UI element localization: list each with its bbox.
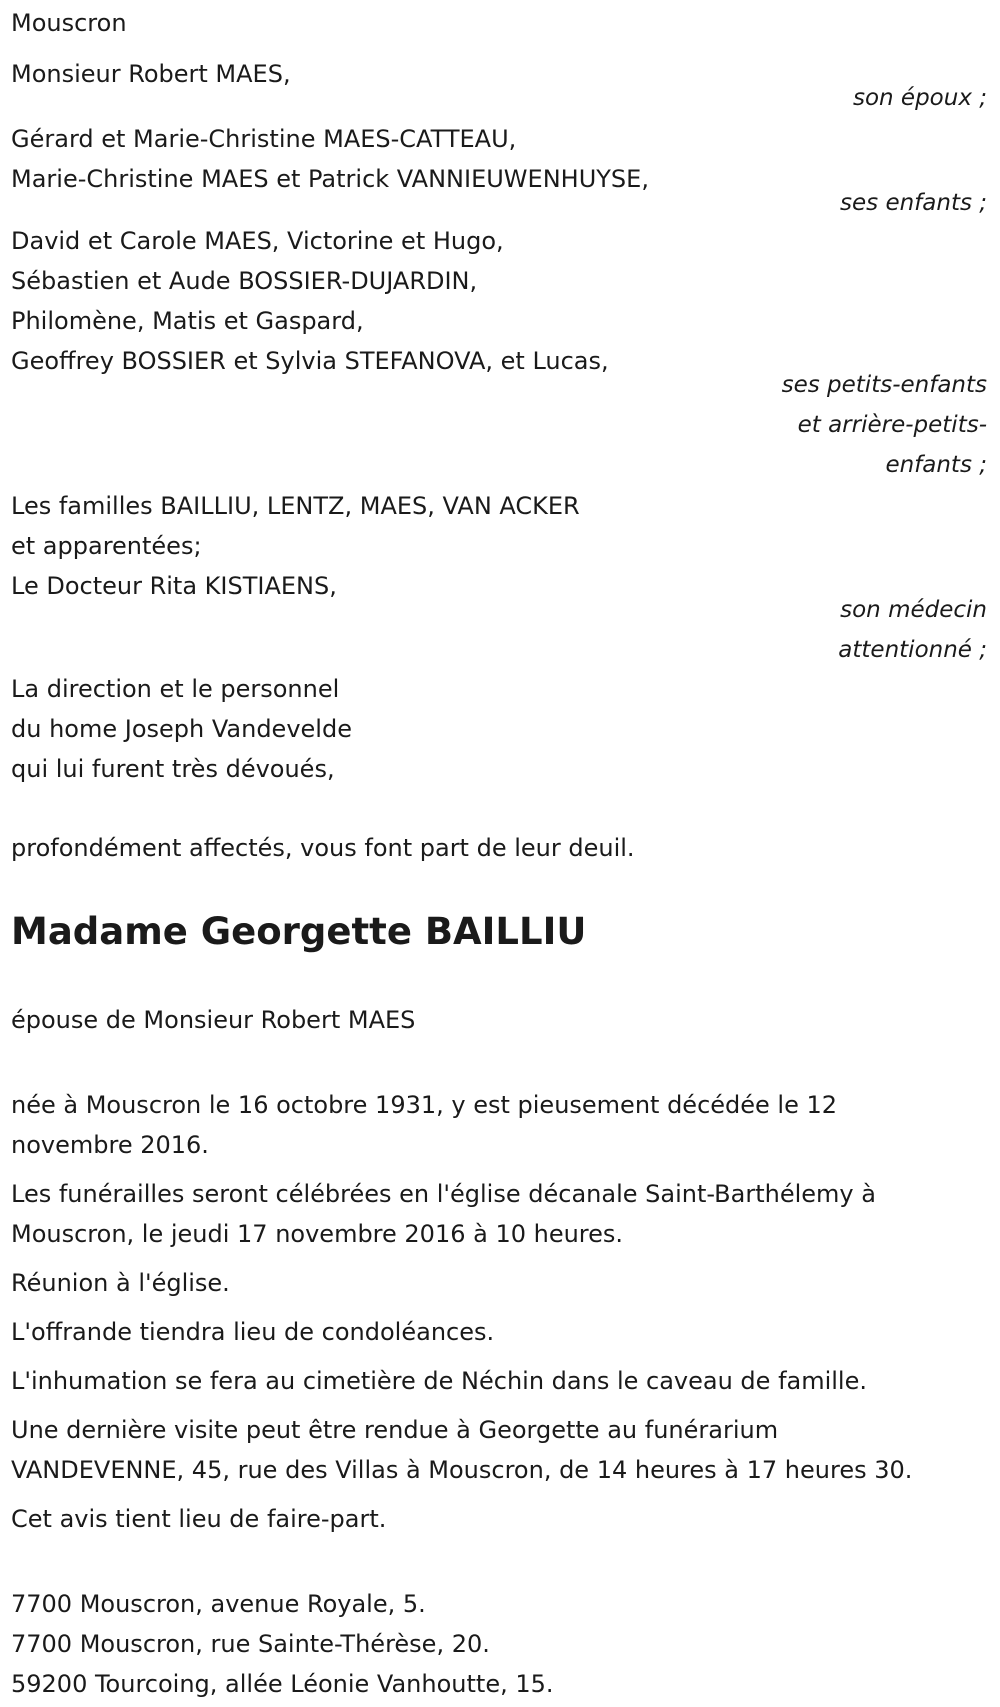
mourner-line: David et Carole MAES, Victorine et Hugo, xyxy=(11,227,504,255)
mourner-line: Sébastien et Aude BOSSIER-DUJARDIN, xyxy=(11,267,478,295)
mourner-line: Le Docteur Rita KISTIAENS, xyxy=(11,572,337,600)
mourner-line: et apparentées; xyxy=(11,532,202,560)
mourner-line: Gérard et Marie-Christine MAES-CATTEAU, xyxy=(11,125,517,153)
relation-label: et arrière-petits- xyxy=(797,412,987,438)
address-line: 7700 Mouscron, avenue Royale, 5. xyxy=(11,1590,426,1618)
relation-label: enfants ; xyxy=(885,452,987,478)
mourner-line: du home Joseph Vandevelde xyxy=(11,715,352,743)
detail-line: L'inhumation se fera au cimetière de Néchin dans le caveau de famille. xyxy=(11,1367,867,1395)
detail-line: novembre 2016. xyxy=(11,1131,209,1159)
detail-line: Les funérailles seront célébrées en l'église décanale Saint-Barthélemy à xyxy=(11,1180,876,1208)
detail-line: Mouscron, le jeudi 17 novembre 2016 à 10 heures. xyxy=(11,1220,624,1248)
detail-line: Réunion à l'église. xyxy=(11,1269,230,1297)
mourner-line: Geoffrey BOSSIER et Sylvia STEFANOVA, et Lucas, xyxy=(11,347,609,375)
mourner-line: qui lui furent très dévoués, xyxy=(11,755,335,783)
deceased-name: Madame Georgette BAILLIU xyxy=(11,910,587,953)
mourner-line: Les familles BAILLIU, LENTZ, MAES, VAN ACKER xyxy=(11,492,580,520)
detail-line: Cet avis tient lieu de faire-part. xyxy=(11,1505,387,1533)
relation-label: ses petits-enfants xyxy=(781,372,987,398)
mourner-line: Marie-Christine MAES et Patrick VANNIEUWENHUYSE, xyxy=(11,165,649,193)
detail-line: VANDEVENNE, 45, rue des Villas à Mouscron, de 14 heures à 17 heures 30. xyxy=(11,1456,913,1484)
spouse-line: épouse de Monsieur Robert MAES xyxy=(11,1006,416,1034)
mourner-line: Philomène, Matis et Gaspard, xyxy=(11,307,364,335)
detail-line: Une dernière visite peut être rendue à Georgette au funérarium xyxy=(11,1416,779,1444)
announcement-text: profondément affectés, vous font part de leur deuil. xyxy=(11,834,635,862)
relation-label: son époux ; xyxy=(852,85,987,111)
mourner-line: La direction et le personnel xyxy=(11,675,340,703)
relation-label: ses enfants ; xyxy=(840,190,987,216)
relation-label: son médecin xyxy=(840,597,987,623)
address-line: 59200 Tourcoing, allée Léonie Vanhoutte, 15. xyxy=(11,1670,554,1698)
detail-line: née à Mouscron le 16 octobre 1931, y est pieusement décédée le 12 xyxy=(11,1091,838,1119)
relation-label: attentionné ; xyxy=(838,637,987,663)
city-heading: Mouscron xyxy=(11,9,127,37)
address-line: 7700 Mouscron, rue Sainte-Thérèse, 20. xyxy=(11,1630,490,1658)
mourner-line: Monsieur Robert MAES, xyxy=(11,60,291,88)
detail-line: L'offrande tiendra lieu de condoléances. xyxy=(11,1318,495,1346)
